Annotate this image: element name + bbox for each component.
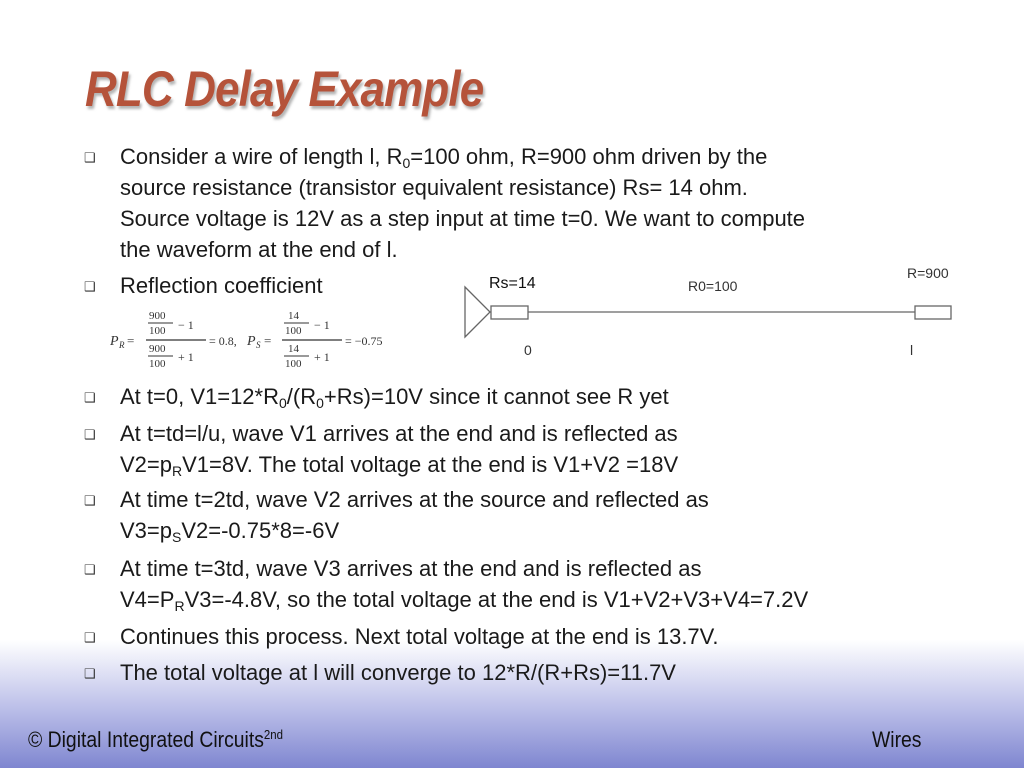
text-run: /(R: [286, 384, 317, 409]
footer-copyright: [28, 727, 283, 753]
ps-equals: =: [264, 333, 272, 348]
text-run: the waveform at the end of l.: [120, 237, 398, 262]
text-run: The total voltage at l will converge to 12*R/(R+Rs)=11.7V: [120, 660, 676, 685]
ps-subscript: S: [256, 340, 261, 350]
text-run: Consider a wire of length l, R: [120, 144, 403, 169]
r0-label: R0=100: [688, 278, 738, 294]
pr-subscript: R: [119, 340, 125, 350]
minus-one: − 1: [314, 318, 330, 332]
bullet-line: [120, 621, 718, 652]
r-den-top: 100: [149, 325, 166, 337]
load-resistor-icon: [915, 306, 951, 319]
bullet-line: [120, 657, 676, 688]
text-run: V1=8V. The total voltage at the end is V1+V2 =18V: [182, 452, 679, 477]
source-resistor-icon: [491, 306, 528, 319]
bullet-line: [120, 172, 805, 203]
bullet-text: [120, 270, 323, 301]
text-run: V4=P: [120, 587, 175, 612]
transmission-line-circuit: [460, 262, 960, 366]
ps-result: = −0.75: [345, 334, 383, 348]
bullet-marker-icon: ❑: [84, 427, 96, 442]
subscript: R: [172, 463, 183, 479]
text-run: At time t=3td, wave V3 arrives at the end and is reflected as: [120, 556, 702, 581]
bullet-text: [120, 141, 805, 265]
end-position-label: l: [910, 342, 914, 358]
bullet-marker-icon: ❑: [84, 150, 96, 165]
subscript: 0: [279, 395, 287, 411]
bullet-marker-icon: ❑: [84, 666, 96, 681]
bullet-line: [120, 515, 709, 546]
footer-edition-superscript: 2nd: [263, 727, 284, 742]
s-num-top: 14: [288, 310, 299, 322]
bullet-line: [120, 484, 709, 515]
text-run: Reflection coefficient: [120, 273, 323, 298]
bullet-line: [120, 234, 805, 265]
bullet-text: [120, 381, 669, 412]
text-run: =100 ohm, R=900 ohm driven by the: [410, 144, 768, 169]
text-run: Continues this process. Next total voltage at the end is 13.7V.: [120, 624, 719, 649]
s-den-bottom: 100: [285, 358, 302, 370]
subscript: S: [172, 529, 182, 545]
text-run: At t=td=l/u, wave V1 arrives at the end and is reflected as: [120, 421, 678, 446]
bullet-line: [120, 270, 323, 301]
text-run: At time t=2td, wave V2 arrives at the source and reflected as: [120, 487, 709, 512]
subscript: R: [174, 598, 185, 614]
plus-one: + 1: [314, 350, 330, 364]
text-run: V2=p: [120, 452, 172, 477]
subscript: 0: [402, 155, 411, 171]
plus-one: + 1: [178, 350, 194, 364]
bullet-text: [120, 418, 678, 480]
bullet-line: [120, 141, 805, 172]
text-run: Source voltage is 12V as a step input at time t=0. We want to compute: [120, 206, 806, 231]
bullet-text: [120, 484, 709, 546]
bullet-line: [120, 418, 678, 449]
footer-copyright-text: © Digital Integrated Circuits: [28, 727, 264, 752]
bullet-line: [120, 553, 808, 584]
text-run: source resistance (transistor equivalent resistance) Rs= 14 ohm.: [120, 175, 748, 200]
bullet-marker-icon: ❑: [84, 390, 96, 405]
bullet-marker-icon: ❑: [84, 630, 96, 645]
r-num-top: 900: [149, 310, 166, 322]
driver-triangle-icon: [465, 287, 490, 337]
text-run: +Rs)=10V since it cannot see R yet: [323, 384, 669, 409]
slide-title: RLC Delay Example: [85, 61, 484, 117]
footer-section-label: Wires: [872, 727, 922, 752]
pr-equals: =: [127, 333, 135, 348]
bullet-line: [120, 381, 669, 412]
pr-result: = 0.8,: [209, 334, 237, 348]
ps-symbol: P: [247, 334, 256, 349]
text-run: At t=0, V1=12*R: [120, 384, 279, 409]
bullet-text: [120, 621, 718, 652]
reflection-coefficient-formula: [110, 308, 400, 376]
r-num-bottom: 900: [149, 343, 166, 355]
s-num-bottom: 14: [288, 343, 299, 355]
bullet-marker-icon: ❑: [84, 562, 96, 577]
bullet-text: [120, 553, 808, 615]
bullet-line: [120, 203, 805, 234]
r-den-bottom: 100: [149, 358, 166, 370]
bullet-text: [120, 657, 676, 688]
bullet-line: [120, 449, 678, 480]
bullet-line: [120, 584, 808, 615]
start-position-label: 0: [524, 342, 532, 358]
subscript: 0: [316, 395, 324, 411]
rs-label: Rs=14: [489, 275, 536, 292]
text-run: V3=p: [120, 518, 172, 543]
r-label: R=900: [907, 265, 949, 281]
text-run: V3=-4.8V, so the total voltage at the end is V1+V2+V3+V4=7.2V: [184, 587, 809, 612]
s-den-top: 100: [285, 325, 302, 337]
pr-symbol: P: [110, 334, 119, 349]
text-run: V2=-0.75*8=-6V: [181, 518, 340, 543]
minus-one: − 1: [178, 318, 194, 332]
bullet-marker-icon: ❑: [84, 279, 96, 294]
bullet-marker-icon: ❑: [84, 493, 96, 508]
